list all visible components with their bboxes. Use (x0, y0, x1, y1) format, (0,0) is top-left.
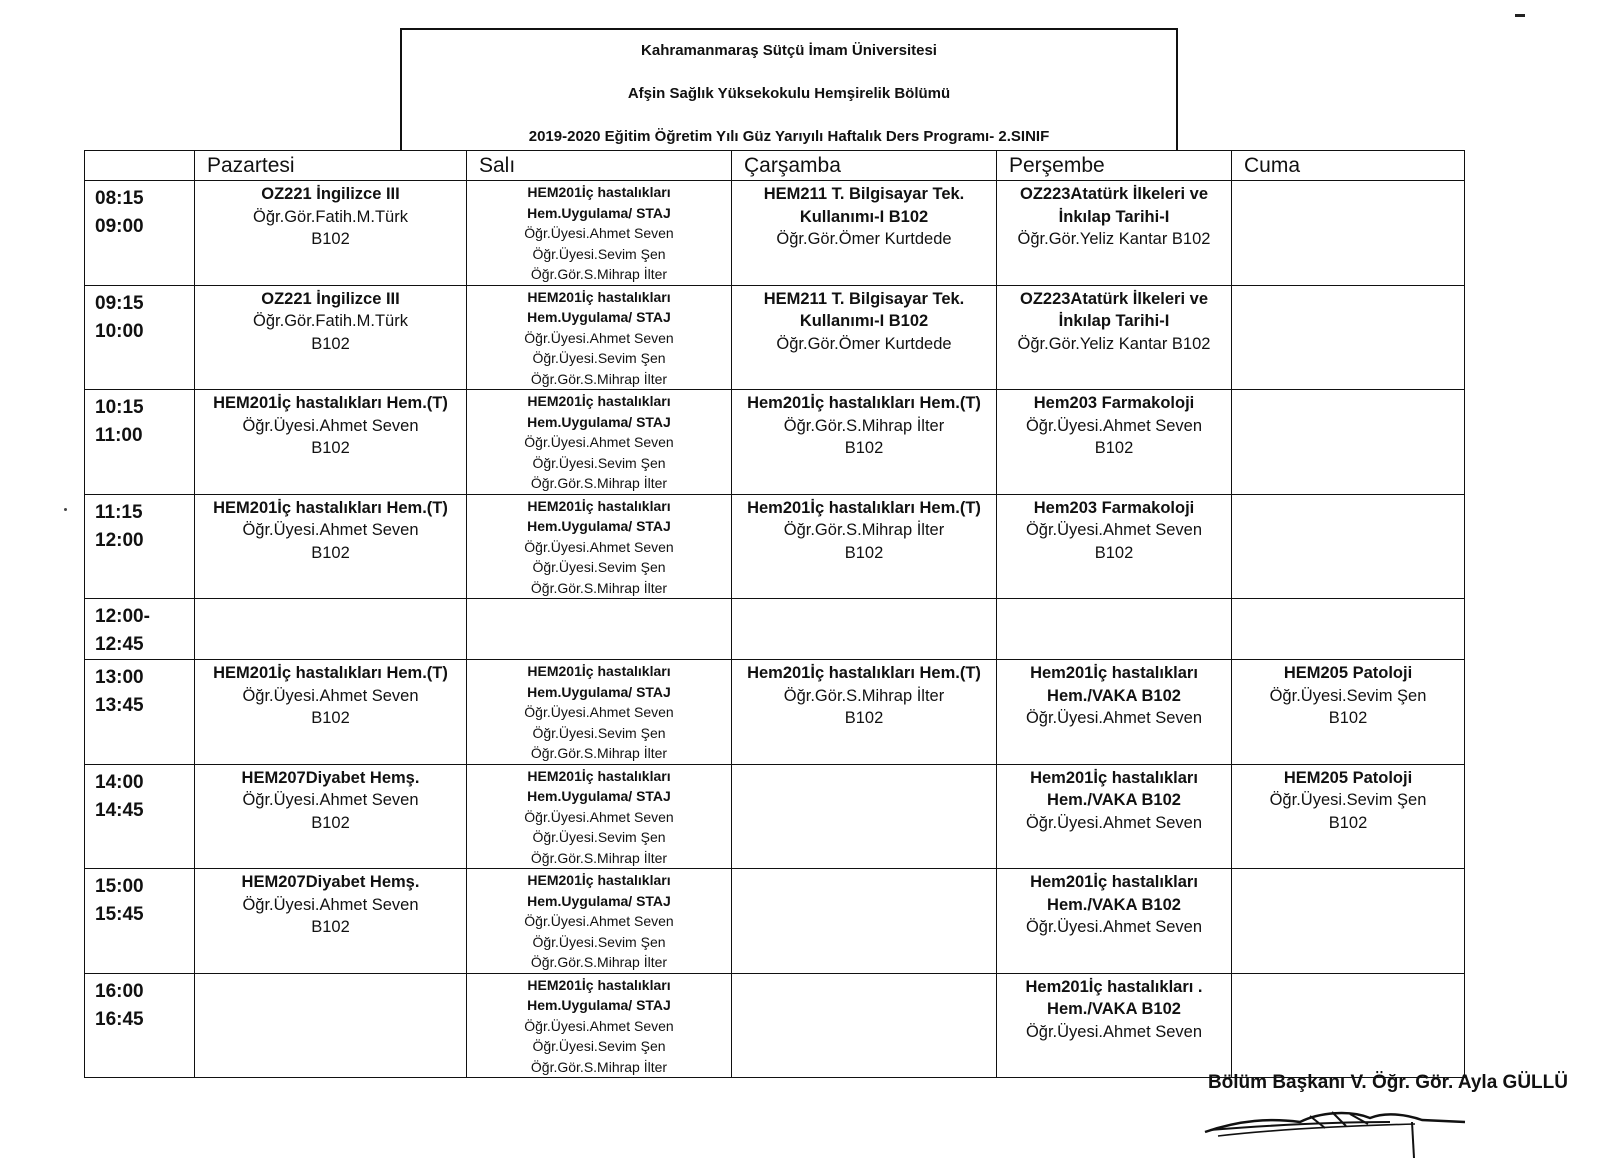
schedule-cell-perşembe (997, 285, 1232, 390)
course-entry (195, 286, 466, 356)
schedule-cell-pazartesi (195, 494, 467, 599)
course-detail: Hem.Uygulama/ STAJ (527, 683, 671, 700)
time-slot-row (85, 869, 1465, 974)
time-slot-row (85, 973, 1465, 1078)
schedule-cell-pazartesi (195, 285, 467, 390)
schedule-cell-perşembe (997, 599, 1232, 660)
time-slot-row (85, 764, 1465, 869)
course-detail: Hem.Uygulama/ STAJ (527, 204, 671, 221)
slot-end: 11:00 (95, 425, 143, 446)
course-title: OZ223Atatürk İlkeleri ve (1019, 289, 1208, 308)
schedule-body (85, 181, 1465, 1078)
schedule-cell-salı (467, 390, 732, 495)
schedule-cell-pazartesi (195, 390, 467, 495)
course-entry (195, 181, 466, 251)
day-header-row (85, 151, 1465, 181)
course-detail: Öğr.Gör.Fatih.M.Türk (253, 207, 408, 226)
scan-dot (64, 508, 67, 511)
course-detail: Öğr.Üyesi.Ahmet Seven (1025, 521, 1203, 539)
course-detail: Hem./VAKA B102 (1047, 791, 1181, 809)
course-detail: Hem.Uygulama/ STAJ (527, 518, 671, 534)
course-detail: Hem.Uygulama/ STAJ (527, 788, 671, 804)
course-title: HEM201İç hastalıkları (527, 767, 671, 784)
scan-mark (1515, 14, 1525, 17)
course-detail: B102 (1328, 813, 1368, 832)
schedule-cell-çarşamba (732, 869, 997, 974)
course-entry (467, 869, 731, 973)
slot-start: 16:00 (95, 980, 144, 1002)
slot-end: 12:45 (95, 634, 144, 655)
course-title: OZ221 İngilizce III (261, 185, 400, 203)
course-detail: Öğr.Gör.S.Mihrap İlter (783, 521, 945, 539)
course-entry (467, 181, 731, 285)
course-title: HEM207Diyabet Hemş. (241, 768, 420, 787)
course-detail: B102 (1094, 543, 1134, 562)
course-detail: Öğr.Gör.Yeliz Kantar B102 (1017, 230, 1211, 248)
schedule-cell-perşembe (997, 973, 1232, 1078)
course-title: HEM211 T. Bilgisayar Tek. (763, 289, 965, 308)
course-detail: Öğr.Üyesi.Sevim Şen (1269, 791, 1427, 809)
course-detail: Öğr.Gör.S.Mihrap İlter (530, 745, 668, 761)
course-detail: Hem.Uygulama/ STAJ (527, 997, 671, 1013)
course-title: OZ223Atatürk İlkeleri ve (1019, 185, 1208, 203)
course-detail: Öğr.Üyesi.Sevim Şen (532, 350, 666, 366)
course-entry (467, 974, 731, 1078)
time-slot (85, 869, 195, 974)
course-detail: B102 (311, 334, 350, 353)
time-slot (85, 599, 195, 660)
course-detail: B102 (1094, 439, 1134, 457)
course-detail: Öğr.Gör.Ömer Kurtdede (776, 230, 952, 248)
course-entry (195, 495, 466, 565)
course-title: HEM201İç hastalıkları Hem.(T) (213, 394, 448, 412)
course-entry (467, 765, 731, 869)
weekly-schedule-table (84, 150, 1465, 1078)
time-slot (85, 764, 195, 869)
course-detail: Öğr.Gör.S.Mihrap İlter (530, 849, 668, 866)
schedule-cell-salı (467, 285, 732, 390)
course-detail: B102 (311, 543, 350, 562)
course-detail: B102 (311, 813, 350, 832)
schedule-cell-cuma (1232, 494, 1465, 599)
time-slot (85, 494, 195, 599)
schedule-cell-çarşamba (732, 181, 997, 286)
slot-end: 16:45 (95, 1008, 144, 1030)
course-detail: Öğr.Gör.S.Mihrap İlter (783, 686, 945, 705)
course-detail: Hem./VAKA B102 (1047, 895, 1181, 914)
course-detail: İnkılap Tarihi-I (1058, 207, 1170, 226)
course-title: Hem201İç hastalıkları (1030, 664, 1198, 682)
schedule-cell-perşembe (997, 390, 1232, 495)
slot-start: 10:15 (95, 397, 144, 418)
course-title: Hem203 Farmakoloji (1033, 394, 1195, 412)
course-title: Hem201İç hastalıkları (1030, 873, 1198, 891)
course-detail: Öğr.Üyesi.Ahmet Seven (242, 416, 419, 435)
course-detail: Öğr.Üyesi.Ahmet Seven (242, 895, 419, 914)
schedule-cell-salı (467, 494, 732, 599)
course-title: Hem203 Farmakoloji (1033, 498, 1195, 517)
course-detail: Öğr.Üyesi.Sevim Şen (532, 724, 666, 741)
course-detail: Öğr.Üyesi.Ahmet Seven (1025, 918, 1203, 936)
slot-start: 12:00- (95, 606, 150, 627)
slot-end: 12:00 (95, 529, 144, 551)
schedule-cell-çarşamba (732, 660, 997, 765)
course-detail: Öğr.Üyesi.Ahmet Seven (1025, 416, 1203, 435)
day-header: Cuma (1232, 151, 1465, 181)
slot-end: 09:00 (95, 216, 144, 237)
schedule-cell-cuma (1232, 973, 1465, 1078)
course-title: HEM201İç hastalıkları (527, 663, 671, 679)
schedule-cell-cuma (1232, 285, 1465, 390)
course-detail: Öğr.Üyesi.Ahmet Seven (524, 225, 674, 241)
time-slot-row (85, 181, 1465, 286)
course-detail: Kullanımı-I B102 (799, 207, 929, 226)
course-detail: Öğr.Üyesi.Sevim Şen (532, 454, 666, 471)
course-title: HEM201İç hastalıkları (527, 976, 671, 993)
schedule-cell-çarşamba (732, 764, 997, 869)
schedule-cell-cuma (1232, 869, 1465, 974)
course-title: HEM205 Patoloji (1283, 768, 1413, 787)
course-entry (732, 181, 996, 251)
course-entry (732, 660, 996, 730)
schedule-cell-pazartesi (195, 973, 467, 1078)
course-detail: Öğr.Gör.S.Mihrap İlter (530, 370, 668, 387)
course-detail: Öğr.Gör.S.Mihrap İlter (530, 579, 668, 596)
slot-start: 08:15 (95, 188, 144, 209)
course-detail: Öğr.Üyesi.Ahmet Seven (1025, 709, 1203, 727)
time-slot (85, 181, 195, 286)
course-detail: B102 (844, 439, 884, 457)
course-title: HEM201İç hastalıkları Hem.(T) (213, 664, 448, 682)
course-detail: Hem.Uygulama/ STAJ (527, 413, 671, 430)
course-title: HEM201İç hastalıkları (527, 497, 671, 514)
course-entry (997, 390, 1231, 460)
slot-end: 13:45 (95, 695, 144, 716)
university-name: Kahramanmaraş Sütçü İmam Üniversitesi (641, 42, 937, 59)
slot-start: 09:15 (95, 292, 144, 314)
schedule-cell-perşembe (997, 181, 1232, 286)
course-detail: Öğr.Üyesi.Ahmet Seven (524, 538, 674, 555)
course-entry (1232, 765, 1464, 835)
schedule-cell-çarşamba (732, 494, 997, 599)
course-detail: Öğr.Gör.S.Mihrap İlter (530, 475, 668, 491)
course-detail: Öğr.Üyesi.Ahmet Seven (524, 1017, 674, 1034)
course-title: OZ221 İngilizce III (261, 289, 400, 308)
course-entry (997, 660, 1231, 730)
lunch-break-row (85, 599, 1465, 660)
schedule-cell-cuma (1232, 764, 1465, 869)
course-detail: B102 (844, 709, 884, 727)
course-entry (997, 181, 1231, 251)
course-detail: B102 (311, 709, 350, 727)
schedule-cell-cuma (1232, 390, 1465, 495)
slot-start: 13:00 (95, 667, 144, 688)
course-detail: Öğr.Üyesi.Ahmet Seven (524, 329, 674, 346)
course-entry (195, 869, 466, 939)
day-header: Çarşamba (732, 151, 997, 181)
schedule-cell-çarşamba (732, 973, 997, 1078)
schedule-cell-salı (467, 660, 732, 765)
schedule-cell-pazartesi (195, 869, 467, 974)
course-detail: Hem./VAKA B102 (1047, 1000, 1181, 1018)
time-slot (85, 973, 195, 1078)
day-header: Perşembe (997, 151, 1232, 181)
slot-end: 10:00 (95, 320, 144, 342)
handwritten-signature (1200, 1100, 1470, 1160)
course-detail: Öğr.Üyesi.Ahmet Seven (1025, 1022, 1203, 1041)
course-entry (997, 286, 1231, 356)
course-entry (997, 495, 1231, 565)
schedule-cell-pazartesi (195, 660, 467, 765)
course-detail: Öğr.Üyesi.Sevim Şen (532, 829, 666, 845)
time-slot-row (85, 285, 1465, 390)
course-title: HEM207Diyabet Hemş. (241, 873, 420, 891)
course-detail: İnkılap Tarihi-I (1058, 312, 1170, 330)
course-entry (997, 765, 1231, 835)
course-detail: Öğr.Üyesi.Ahmet Seven (524, 704, 674, 720)
course-detail: Öğr.Üyesi.Sevim Şen (1269, 686, 1427, 705)
schedule-cell-çarşamba (732, 285, 997, 390)
course-entry (195, 660, 466, 730)
course-entry (732, 390, 996, 460)
course-title: HEM201İç hastalıkları Hem.(T) (213, 498, 448, 517)
course-detail: Öğr.Gör.S.Mihrap İlter (783, 416, 945, 435)
time-slot-row (85, 494, 1465, 599)
schedule-cell-perşembe (997, 494, 1232, 599)
course-entry (195, 390, 466, 460)
course-title: HEM205 Patoloji (1283, 664, 1413, 682)
course-detail: B102 (1328, 709, 1368, 727)
course-detail: Hem./VAKA B102 (1047, 686, 1181, 705)
slot-start: 15:00 (95, 876, 144, 897)
course-title: HEM201İç hastalıkları (527, 872, 671, 888)
course-entry (997, 974, 1231, 1044)
schedule-cell-cuma (1232, 599, 1465, 660)
slot-start: 14:00 (95, 771, 144, 793)
course-detail: B102 (311, 439, 350, 457)
course-detail: Öğr.Üyesi.Ahmet Seven (524, 434, 674, 450)
course-entry (195, 765, 466, 835)
course-detail: Öğr.Üyesi.Ahmet Seven (242, 791, 419, 809)
schedule-cell-salı (467, 973, 732, 1078)
time-slot (85, 285, 195, 390)
course-detail: Öğr.Üyesi.Ahmet Seven (1025, 813, 1203, 832)
document-header (400, 28, 1178, 150)
schedule-cell-perşembe (997, 764, 1232, 869)
day-header: Pazartesi (195, 151, 467, 181)
course-detail: B102 (311, 918, 350, 936)
schedule-cell-perşembe (997, 660, 1232, 765)
course-title: Hem201İç hastalıkları . (1025, 977, 1203, 996)
course-detail: Öğr.Üyesi.Ahmet Seven (524, 808, 674, 825)
course-detail: Hem.Uygulama/ STAJ (527, 892, 671, 909)
schedule-cell-pazartesi (195, 181, 467, 286)
schedule-cell-cuma (1232, 660, 1465, 765)
time-slot (85, 390, 195, 495)
course-detail: Öğr.Gör.S.Mihrap İlter (530, 266, 668, 282)
course-detail: Hem.Uygulama/ STAJ (527, 309, 671, 325)
course-detail: Öğr.Gör.Yeliz Kantar B102 (1017, 334, 1211, 353)
course-detail: B102 (311, 230, 350, 248)
schedule-cell-çarşamba (732, 390, 997, 495)
schedule-cell-pazartesi (195, 764, 467, 869)
course-detail: Öğr.Üyesi.Sevim Şen (532, 1038, 666, 1054)
slot-end: 15:45 (95, 904, 144, 925)
time-slot-row (85, 660, 1465, 765)
course-detail: Öğr.Üyesi.Sevim Şen (532, 245, 666, 262)
course-entry (467, 495, 731, 599)
schedule-cell-salı (467, 181, 732, 286)
time-slot (85, 660, 195, 765)
schedule-cell-perşembe (997, 869, 1232, 974)
slot-start: 11:15 (95, 501, 143, 523)
program-title: 2019-2020 Eğitim Öğretim Yılı Güz Yarıyılı Haftalık Ders Programı- 2.SINIF (528, 128, 1050, 145)
time-header (85, 151, 195, 181)
day-header: Salı (467, 151, 732, 181)
course-detail: Öğr.Üyesi.Sevim Şen (532, 933, 666, 950)
schedule-cell-salı (467, 599, 732, 660)
course-title: HEM201İç hastalıkları (527, 393, 671, 409)
course-entry (732, 286, 996, 356)
course-title: Hem201İç hastalıkları Hem.(T) (747, 498, 981, 517)
course-entry (732, 495, 996, 565)
course-detail: Kullanımı-I B102 (799, 312, 929, 330)
course-detail: Öğr.Gör.S.Mihrap İlter (530, 954, 668, 970)
signatory-text: Bölüm Başkanı V. Öğr. Gör. Ayla GÜLLÜ (1207, 1072, 1568, 1093)
course-title: Hem201İç hastalıkları Hem.(T) (747, 394, 981, 412)
course-title: Hem201İç hastalıkları Hem.(T) (747, 664, 981, 682)
course-title: HEM211 T. Bilgisayar Tek. (763, 185, 965, 203)
schedule-cell-çarşamba (732, 599, 997, 660)
schedule-cell-salı (467, 869, 732, 974)
course-title: Hem201İç hastalıkları (1030, 768, 1198, 787)
course-title: HEM201İç hastalıkları (527, 184, 671, 200)
course-entry (467, 286, 731, 390)
course-detail: Öğr.Gör.Ömer Kurtdede (776, 334, 952, 353)
time-slot-row (85, 390, 1465, 495)
course-detail: Öğr.Gör.Fatih.M.Türk (253, 312, 408, 330)
slot-end: 14:45 (95, 799, 144, 821)
course-detail: Öğr.Üyesi.Ahmet Seven (242, 521, 419, 539)
schedule-cell-pazartesi (195, 599, 467, 660)
course-detail: Öğr.Üyesi.Ahmet Seven (242, 686, 419, 705)
course-detail: Öğr.Üyesi.Ahmet Seven (524, 913, 674, 929)
schedule-cell-salı (467, 764, 732, 869)
course-entry (467, 660, 731, 764)
course-detail: Öğr.Üyesi.Sevim Şen (532, 559, 666, 575)
schedule-cell-cuma (1232, 181, 1465, 286)
course-detail: Öğr.Gör.S.Mihrap İlter (530, 1058, 668, 1075)
course-entry (467, 390, 731, 494)
course-title: HEM201İç hastalıkları (527, 288, 671, 305)
course-entry (997, 869, 1231, 939)
course-detail: B102 (844, 543, 884, 562)
course-entry (1232, 660, 1464, 730)
school-name: Afşin Sağlık Yüksekokulu Hemşirelik Bölümü (627, 85, 951, 102)
